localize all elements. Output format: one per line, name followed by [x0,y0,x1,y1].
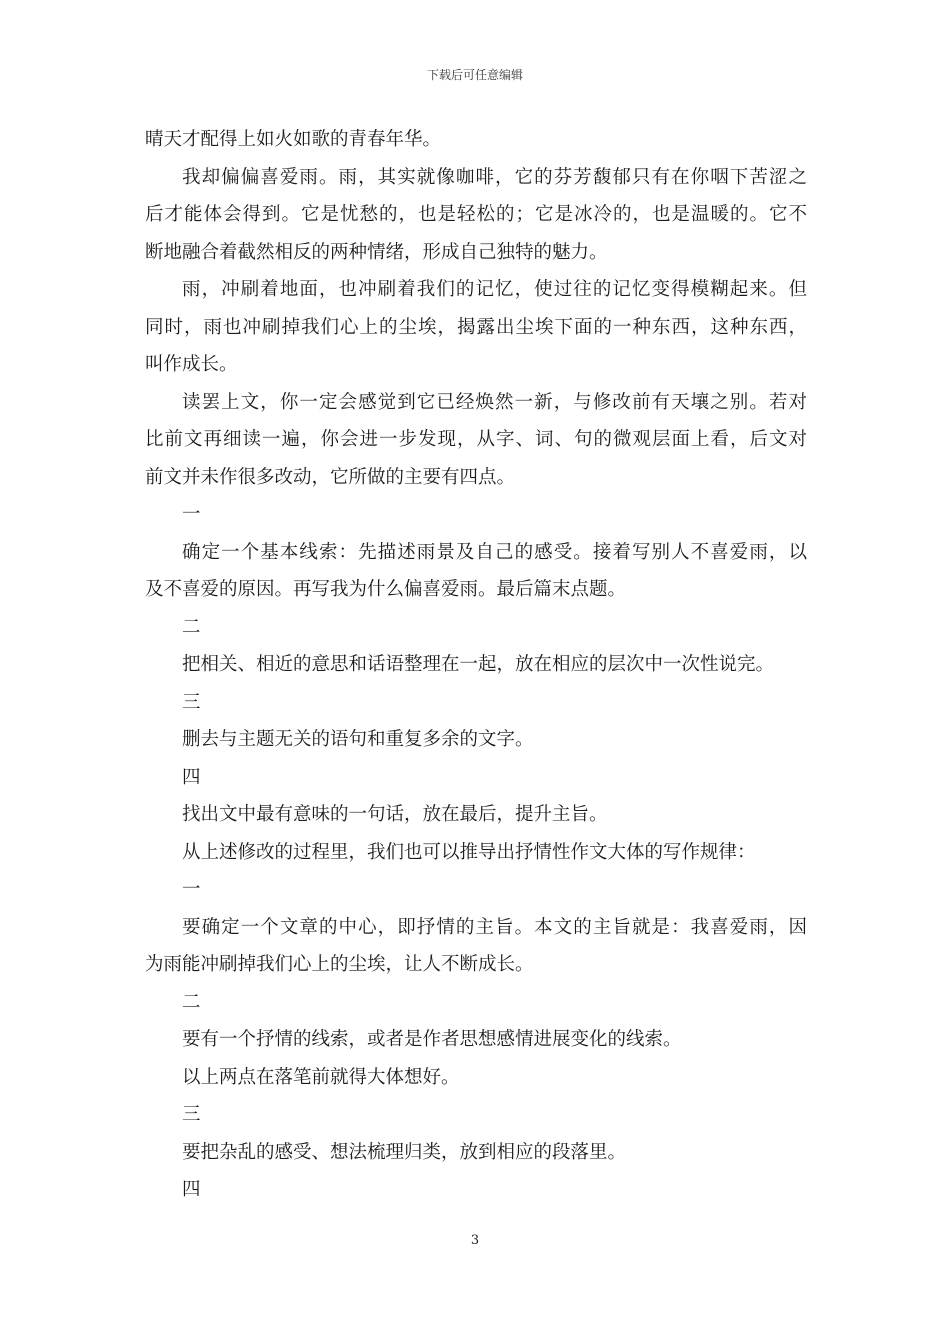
paragraph-line: 同时，雨也冲刷掉我们心上的尘埃，揭露出尘埃下面的一种东西，这种东西， [145,316,807,338]
paragraph-line: 要有一个抒情的线索，或者是作者思想感情进展变化的线索。 [182,1029,682,1050]
paragraph-line: 雨，冲刷着地面，也冲刷着我们的记忆，使过往的记忆变得模糊起来。但 [182,279,807,300]
section-number: 三 [182,691,201,713]
section-number: 三 [182,1104,201,1125]
paragraph-line: 确定一个基本线索：先描述雨景及自己的感受。接着写别人不喜爱雨，以 [182,541,807,563]
paragraph-line: 为雨能冲刷掉我们心上的尘埃，让人不断成长。 [145,954,534,975]
paragraph-line: 我却偏偏喜爱雨。雨，其实就像咖啡，它的芬芳馥郁只有在你咽下苦涩之 [182,166,807,188]
paragraph-line: 比前文再细读一遍，你会进一步发现，从字、词、句的微观层面上看，后文对 [145,429,807,450]
page-number: 3 [470,1233,480,1248]
section-number: 四 [182,766,201,788]
section-number: 四 [182,1179,201,1200]
paragraph-line: 前文并未作很多改动，它所做的主要有四点。 [145,466,516,488]
paragraph-line: 断地融合着截然相反的两种情绪，形成自己独特的魅力。 [145,241,608,263]
paragraph-line: 后才能体会得到。它是忧愁的，也是轻松的；它是冰冷的，也是温暖的。它不 [145,204,807,225]
paragraph-line: 要把杂乱的感受、想法梳理归类，放到相应的段落里。 [182,1141,627,1163]
page-header: 下载后可任意编辑 [426,68,523,82]
section-number: 二 [182,616,201,638]
paragraph-line: 删去与主题无关的语句和重复多余的文字。 [182,729,534,750]
paragraph-line: 叫作成长。 [145,354,238,375]
document-body [145,121,807,1209]
paragraph-line: 要确定一个文章的中心，即抒情的主旨。本文的主旨就是：我喜爱雨，因 [182,916,807,938]
paragraph-line: 晴天才配得上如火如歌的青春年华。 [145,129,442,150]
paragraph-line: 及不喜爱的原因。再写我为什么偏喜爱雨。最后篇末点题。 [145,579,627,600]
section-number: 一 [182,879,201,900]
paragraph-line: 把相关、相近的意思和话语整理在一起，放在相应的层次中一次性说完。 [182,654,775,675]
section-number: 二 [182,991,201,1013]
paragraph-line: 找出文中最有意味的一句话，放在最后，提升主旨。 [182,804,608,825]
paragraph-line: 读罢上文，你一定会感觉到它已经焕然一新，与修改前有天壤之别。若对 [182,391,807,413]
paragraph-line: 从上述修改的过程里，我们也可以推导出抒情性作文大体的写作规律： [182,841,756,863]
paragraph-line: 以上两点在落笔前就得大体想好。 [182,1066,460,1088]
section-number: 一 [182,504,201,525]
